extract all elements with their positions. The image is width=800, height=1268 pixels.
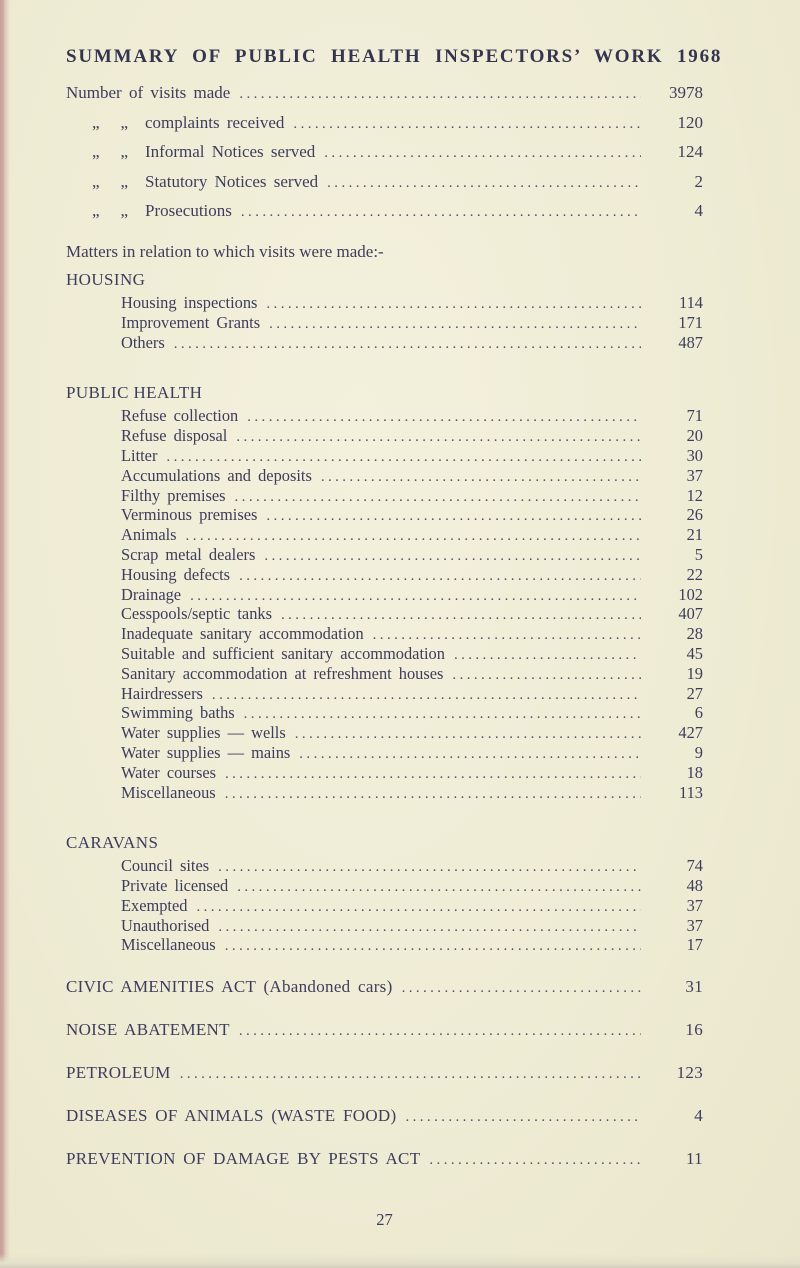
ledger-row [66, 314, 703, 334]
row-label: Suitable and sufficient sanitary accommodation [121, 643, 445, 663]
row-value: 17 [686, 935, 703, 955]
row-label: PREVENTION OF DAMAGE BY PESTS ACT [66, 1149, 421, 1169]
ledger-row [66, 685, 703, 705]
ledger-row [66, 197, 703, 227]
dot-leader [247, 409, 641, 427]
page-left-edge-shadow [0, 0, 10, 1268]
matter-section [66, 832, 703, 956]
row-label: NOISE ABATEMENT [66, 1020, 230, 1040]
dot-leader [239, 80, 641, 109]
ledger-row [66, 724, 703, 744]
dot-leader [239, 1020, 641, 1042]
row-value: 114 [679, 292, 703, 312]
row-value: 45 [686, 643, 703, 663]
dot-leader [174, 335, 641, 354]
visits-summary-list [66, 79, 703, 227]
section-items [66, 407, 703, 803]
row-value: 407 [678, 604, 703, 624]
row-value: 124 [677, 142, 703, 162]
ledger-row [66, 877, 703, 897]
dot-leader [218, 918, 641, 937]
row-label: Verminous premises [121, 505, 258, 525]
dot-leader [236, 429, 641, 447]
row-label: Cesspools/septic tanks [121, 604, 272, 624]
row-value: 30 [686, 445, 703, 465]
row-label: Private licensed [121, 876, 229, 896]
row-value: 9 [694, 742, 703, 762]
row-value: 71 [686, 406, 703, 426]
ditto-cell [66, 138, 145, 167]
ledger-row [66, 744, 703, 764]
dot-leader [225, 766, 641, 784]
row-value: 37 [686, 465, 703, 485]
row-label: CIVIC AMENITIES ACT (Abandoned cars) [66, 977, 393, 997]
section-items [66, 294, 703, 353]
row-value: 11 [686, 1149, 703, 1169]
ditto-cell [66, 197, 145, 226]
matter-section [66, 382, 703, 803]
row-label: Animals [121, 525, 177, 545]
row-value: 19 [686, 663, 703, 683]
dot-leader [225, 786, 641, 804]
row-value: 16 [685, 1020, 703, 1040]
dot-leader [244, 706, 641, 724]
row-value: 37 [686, 915, 703, 935]
dot-leader [299, 746, 641, 764]
page-content [66, 0, 723, 1230]
row-label: Council sites [121, 856, 210, 876]
dot-leader [402, 977, 641, 999]
row-label: Miscellaneous [121, 935, 216, 955]
ditto-mark: „ [120, 142, 129, 162]
row-value: 2 [694, 171, 703, 191]
section-items [66, 857, 703, 956]
ledger-row [66, 605, 703, 625]
row-label: Others [121, 332, 165, 352]
dot-leader [218, 858, 641, 877]
ledger-row [66, 407, 703, 427]
ledger-row [66, 665, 703, 685]
row-value: 37 [686, 895, 703, 915]
row-label: DISEASES OF ANIMALS (WASTE FOOD) [66, 1106, 397, 1126]
matter-sections [66, 269, 703, 956]
section-heading: CARAVANS [66, 833, 159, 853]
dot-leader [452, 667, 641, 685]
row-label: Sanitary accommodation at refreshment houses [121, 663, 444, 683]
row-value: 4 [694, 1106, 703, 1126]
row-label: Statutory Notices served [145, 171, 319, 191]
dot-leader [166, 449, 641, 467]
row-label: PETROLEUM [66, 1063, 171, 1083]
ledger-row [66, 1148, 703, 1171]
row-label: Water supplies — mains [121, 742, 291, 762]
dot-leader [196, 898, 641, 917]
ledger-row [66, 506, 703, 526]
row-label: Miscellaneous [121, 782, 216, 802]
standalone-matter-rows [66, 976, 703, 1171]
row-label: Refuse disposal [121, 426, 228, 446]
ditto-mark: „ [92, 112, 100, 132]
row-label: Unauthorised [121, 915, 210, 935]
ledger-row [66, 487, 703, 507]
page-bottom-edge-shadow [0, 1254, 800, 1268]
row-value: 28 [686, 624, 703, 644]
ledger-row [66, 976, 703, 999]
row-label: Informal Notices served [145, 142, 316, 162]
row-label: Refuse collection [121, 406, 239, 426]
ledger-row [66, 586, 703, 606]
ditto-mark: „ [120, 112, 129, 132]
row-value: 5 [694, 544, 703, 564]
ledger-row [66, 109, 703, 139]
row-label: Water courses [121, 762, 216, 782]
ditto-mark: „ [92, 142, 100, 162]
ledger-row [66, 427, 703, 447]
ledger-row [66, 138, 703, 168]
ditto-mark: „ [92, 201, 100, 221]
dot-leader [321, 469, 641, 487]
row-label: complaints received [145, 112, 285, 132]
row-value: 120 [677, 112, 703, 132]
row-label: Accumulations and deposits [121, 465, 312, 485]
row-value: 18 [686, 762, 703, 782]
ledger-row [66, 897, 703, 917]
row-label: Number of visits made [66, 83, 231, 102]
dot-leader [429, 1149, 641, 1171]
dot-leader [241, 198, 641, 227]
row-label: Filthy premises [121, 485, 226, 505]
row-value: 12 [686, 485, 703, 505]
row-label: Litter [121, 445, 158, 465]
intro-line: Matters in relation to which visits were made:- [66, 241, 384, 261]
row-value: 26 [686, 505, 703, 525]
row-label: Housing inspections [121, 292, 258, 312]
ledger-row [66, 546, 703, 566]
row-value: 427 [678, 723, 703, 743]
ledger-row [66, 79, 703, 109]
row-value: 123 [676, 1063, 703, 1083]
row-label: Exempted [121, 895, 188, 915]
dot-leader [281, 607, 641, 625]
dot-leader [269, 315, 641, 334]
ledger-row [66, 526, 703, 546]
row-label: Inadequate sanitary accommodation [121, 624, 364, 644]
row-label: Water supplies — wells [121, 723, 286, 743]
row-label: Hairdressers [121, 683, 203, 703]
row-label: Drainage [121, 584, 182, 604]
ledger-row [66, 645, 703, 665]
dot-leader [264, 548, 641, 566]
ledger-row [66, 168, 703, 198]
dot-leader [293, 110, 641, 139]
ditto-cell [66, 168, 145, 197]
row-value: 31 [685, 977, 703, 997]
dot-leader [239, 568, 641, 586]
ledger-row [66, 917, 703, 937]
row-value: 3978 [669, 83, 703, 102]
ledger-row [66, 467, 703, 487]
dot-leader [225, 937, 641, 956]
row-label: Prosecutions [145, 201, 232, 221]
dot-leader [327, 169, 641, 198]
dot-leader [266, 508, 641, 526]
row-value: 20 [686, 426, 703, 446]
dot-leader [186, 528, 641, 546]
ledger-row [66, 764, 703, 784]
ledger-row [66, 294, 703, 314]
ledger-row [66, 1105, 703, 1128]
row-value: 22 [686, 564, 703, 584]
dot-leader [237, 878, 641, 897]
row-value: 487 [678, 332, 703, 352]
section-heading: PUBLIC HEALTH [66, 383, 203, 403]
row-value: 48 [686, 876, 703, 896]
row-value: 102 [678, 584, 703, 604]
dot-leader [235, 489, 641, 507]
dot-leader [190, 588, 641, 606]
dot-leader [295, 726, 641, 744]
ledger-row [66, 625, 703, 645]
dot-leader [212, 687, 641, 705]
row-value: 113 [679, 782, 703, 802]
row-label: Swimming baths [121, 703, 235, 723]
row-value: 21 [686, 525, 703, 545]
dot-leader [180, 1063, 641, 1085]
row-value: 6 [694, 703, 703, 723]
ledger-row [66, 784, 703, 804]
ledger-row [66, 857, 703, 877]
dot-leader [324, 139, 641, 168]
dot-leader [266, 295, 641, 314]
row-label: Scrap metal dealers [121, 544, 256, 564]
row-label: Housing defects [121, 564, 231, 584]
dot-leader [454, 647, 641, 665]
ledger-row [66, 1062, 703, 1085]
row-value: 27 [686, 683, 703, 703]
row-value: 74 [686, 856, 703, 876]
matter-section [66, 269, 703, 353]
page-title: SUMMARY OF PUBLIC HEALTH INSPECTORS’ WORK 1968 [66, 46, 723, 67]
ditto-mark: „ [92, 171, 100, 191]
dot-leader [405, 1106, 641, 1128]
ditto-cell [66, 109, 145, 138]
row-label: Improvement Grants [121, 312, 261, 332]
ledger-row [66, 1019, 703, 1042]
ditto-mark: „ [120, 201, 129, 221]
dot-leader [373, 627, 641, 645]
ditto-mark: „ [120, 171, 129, 191]
row-value: 4 [694, 201, 703, 221]
ledger-row [66, 334, 703, 354]
section-heading: HOUSING [66, 269, 146, 289]
ledger-row [66, 704, 703, 724]
row-value: 171 [678, 312, 703, 332]
ledger-row [66, 936, 703, 956]
page-number: 27 [376, 1210, 393, 1230]
ledger-row [66, 566, 703, 586]
ledger-row [66, 447, 703, 467]
